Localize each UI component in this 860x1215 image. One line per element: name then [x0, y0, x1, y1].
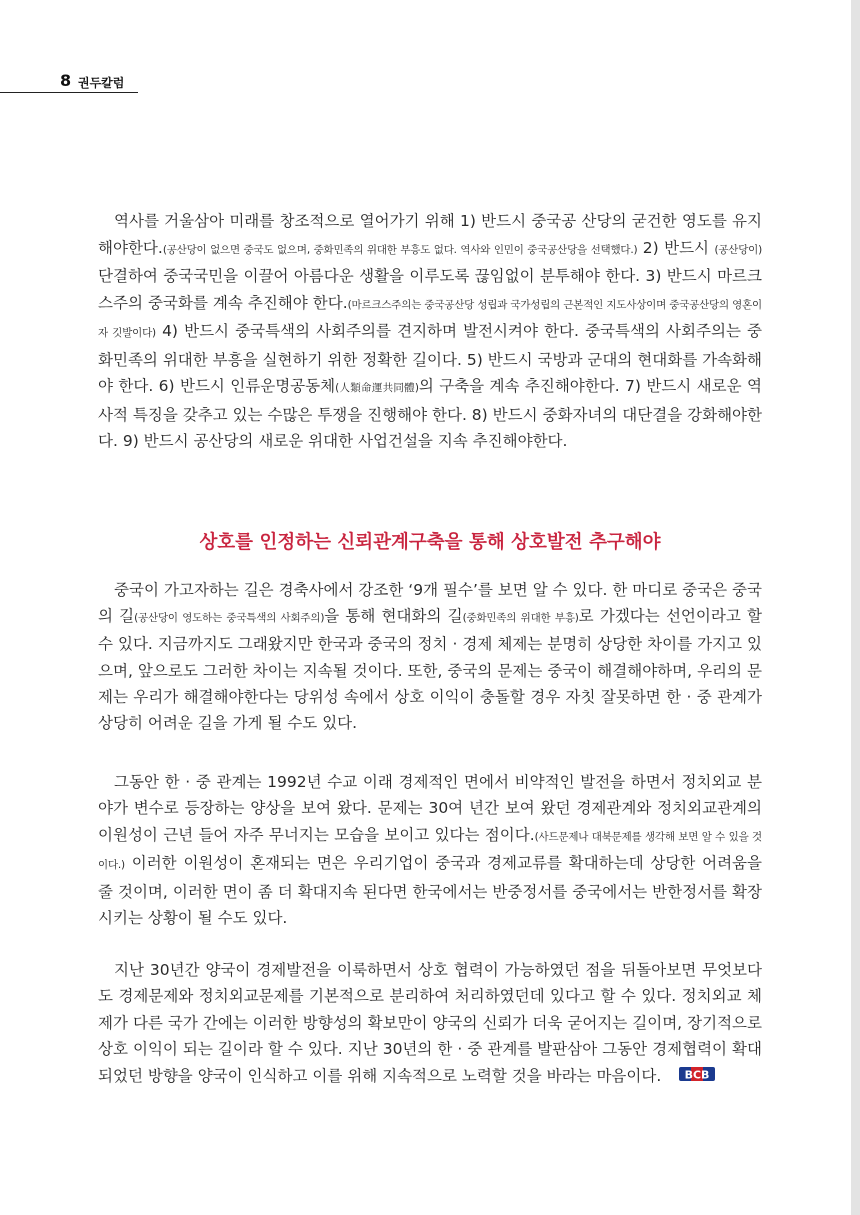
page-number: 8	[60, 71, 72, 90]
svg-text:BCB: BCB	[684, 1068, 710, 1082]
p1-text-2: 2) 반드시	[637, 238, 715, 257]
p1-note-2: (공산당이)	[714, 243, 763, 256]
page-edge-strip	[851, 0, 860, 1215]
p1-text-4: 4) 반드시 중국특색의 사회주의를 견지하며 발전시켜야 한다. 중국특색의 사회주의는 중화민족의 위대한 부흥을 실현하기 위한 정확한 길이다. 5) 반드시 국방과 군대의 현대화를 가속화해야 한다. 6) 반드시 인류운명공동체	[98, 322, 763, 395]
paragraph-1	[98, 208, 762, 455]
p2-note-1: (공산당이 영도하는 중국특색의 사회주의)	[134, 612, 325, 625]
header-rule	[0, 92, 138, 93]
p1-note-1: (공산당이 없으면 중국도 없으며, 중화민족의 위대한 부흥도 없다. 역사와 인민이 중국공산당을 선택했다.)	[162, 243, 638, 256]
p3-text-1: 그동안 한 · 중 관계는 1992년 수교 이래 경제적인 면에서 비약적인 발전을 하면서 정치외교 분야가 변수로 등장하는 양상을 보여 왔다. 문제는 30여 년간 보여 왔던 경제관계와 정치외교관계의 이원성이 근년 들어 자주 무너지는 모습을 보이고 있다는 점이다.	[98, 773, 762, 844]
p2-text-3: 로 가겠다는 선언이라고 할 수 있다. 지금까지도 그래왔지만 한국과 중국의 정치 · 경제 체제는 분명히 상당한 차이를 가지고 있으며, 앞으로도 그러한 차이는 지속될 것이다. 또한, 중국의 문제는 중국이 해결해야하며, 우리의 문제는 우리가 해결해야한다는 당위성 속에서 상호 이익이 충돌할 경우 자칫 잘못하면 한 · 중 관계가 상당히 어려운 길을 가게 될 수도 있다.	[98, 607, 762, 733]
p3-text-2: 이러한 이원성이 혼재되는 면은 우리기업이 중국과 경제교류를 확대하는데 상당한 어려움을 줄 것이며, 이러한 면이 좀 더 확대지속 된다면 한국에서는 반중정서를 중국에서는 반한정서를 확장시키는 상황이 될 수도 있다.	[98, 854, 762, 928]
paragraph-4	[98, 957, 762, 1090]
p2-text-1: 중국이 가고자하는 길은 경축사에서 강조한 ‘9개 필수’를 보면 알 수 있다. 한 마디로 중국은 중국의 길	[98, 581, 762, 626]
p1-note-4: (人類命運共同體)	[335, 382, 419, 394]
p1-note-3: (마르크스주의는 중국공산당 성립과 국가성립의 근본적인 지도사상이며 중국공산당의 영혼이자 깃발이다)	[98, 298, 762, 339]
p4-text-1: 지난 30년간 양국이 경제발전을 이룩하면서 상호 협력이 가능하였던 점을 뒤돌아보면 무엇보다도 경제문제와 정치외교문제를 기본적으로 분리하여 처리하였던데 있다고 할 수 있다. 정치외교 체제가 다른 국가 간에는 이러한 방향성의 확보만이 양국의 신뢰가 더욱 굳어지는 길이며, 장기적으로 상호 이익이 되는 길이라 할 수 있다. 지난 30년의 한 · 중 관계를 발판삼아 그동안 경제협력이 확대되었던 방향을 양국이 인식하고 이를 위해 지속적으로 노력할 것을 바라는 마음이다.	[98, 961, 762, 1085]
bcb-logo	[663, 1064, 715, 1090]
p1-text-5: 의 구축을 계속 추진해야한다. 7) 반드시 새로운 역사적 특징을 갖추고 있는 수많은 투쟁을 진행해야 한다. 8) 반드시 중화자녀의 대단결을 강화해야한다. 9) 반드시 공산당의 새로운 위대한 사업건설을 지속 추진해야한다.	[98, 377, 762, 450]
p2-note-2: (중화민족의 위대한 부흥)	[462, 612, 579, 625]
p2-text-2: 을 통해 현대화의 길	[324, 607, 463, 626]
p1-text-1: 역사를 거울삼아 미래를 창조적으로 열어가기 위해 1) 반드시 중국공 산당의 굳건한 영도를 유지해야한다.	[98, 212, 762, 257]
paragraph-3	[98, 769, 762, 931]
p1-text-3: 단결하여 중국국민을 이끌어 아름다운 생활을 이루도록 끊임없이 분투해야 한다. 3) 반드시 마르크스주의 중국화를 계속 추진해야 한다.	[98, 267, 762, 312]
section-title: 권두칼럼	[78, 76, 125, 90]
section-heading: 상호를 인정하는 신뢰관계구축을 통해 상호발전 추구해야	[199, 532, 661, 553]
p3-note-1: (사드문제나 대북문제를 생각해 보면 알 수 있을 것이다.)	[98, 830, 762, 872]
paragraph-2	[98, 577, 762, 736]
